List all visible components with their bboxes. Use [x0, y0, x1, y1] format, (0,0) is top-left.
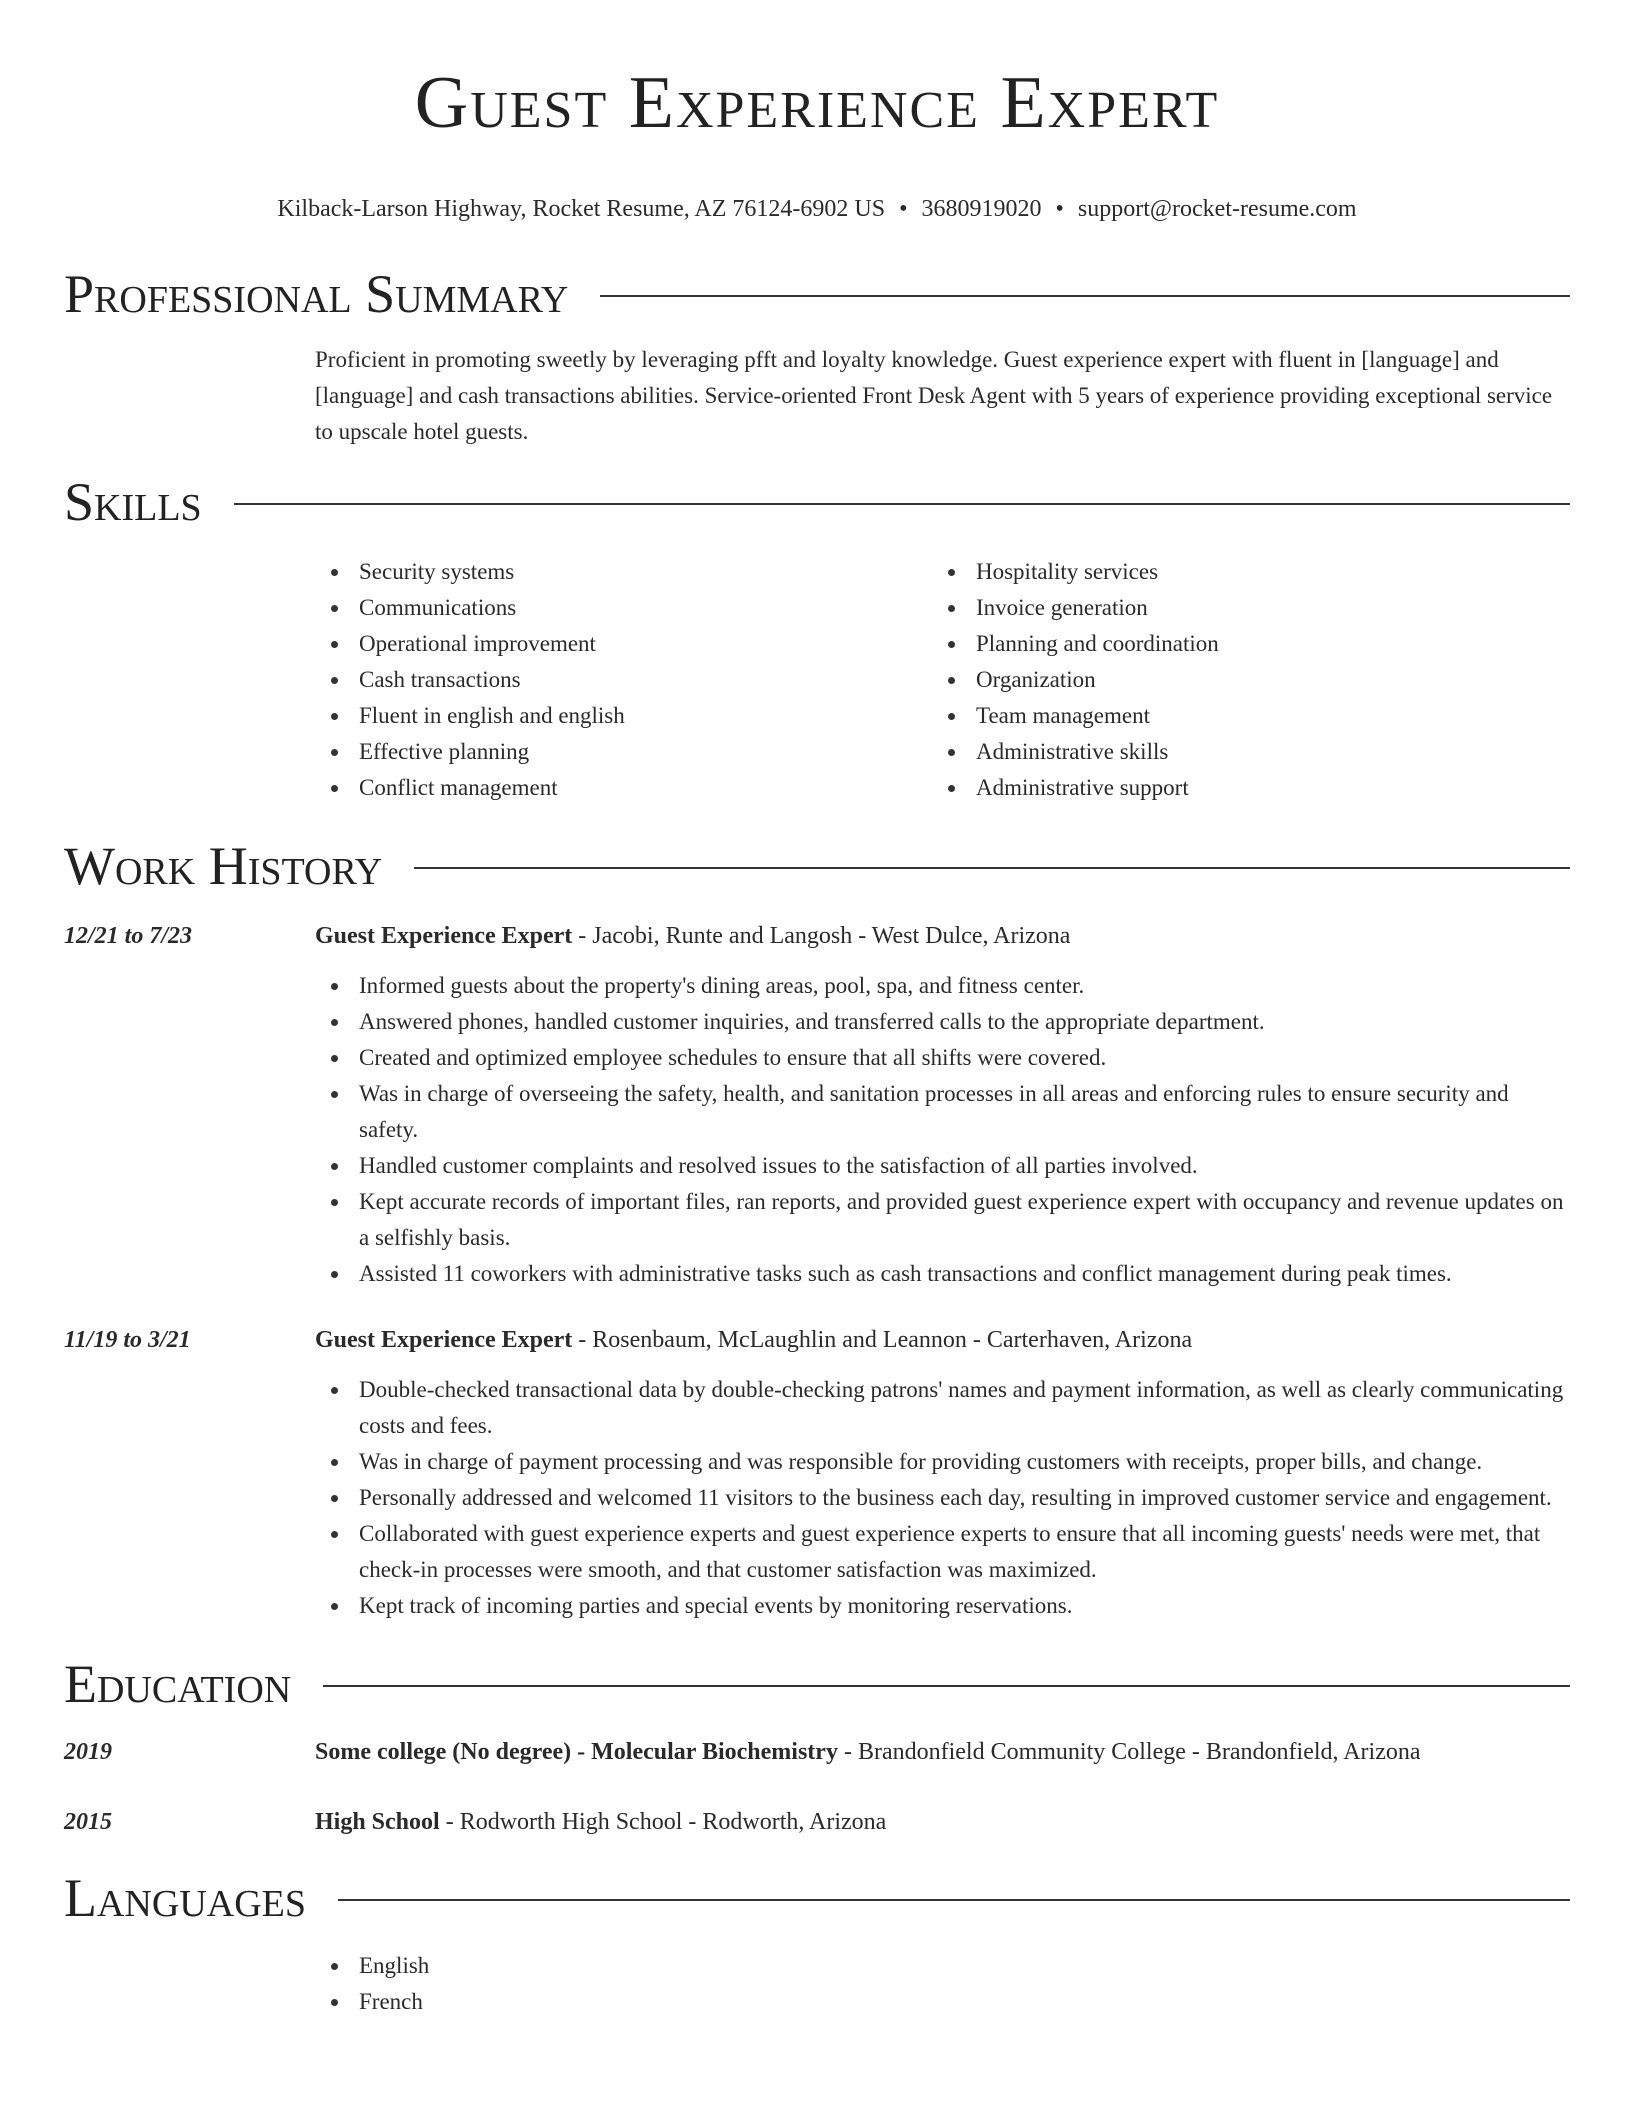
section-divider — [414, 867, 1570, 869]
job-bullet: Personally addressed and welcomed 11 visitors to the business each day, resulting in improved customer service and engagement. — [315, 1480, 1570, 1516]
section-divider — [234, 503, 1570, 505]
job-title-line — [315, 918, 1570, 954]
job-bullet: Assisted 11 coworkers with administrative tasks such as cash transactions and conflict management during peak times. — [315, 1256, 1570, 1292]
languages-list — [315, 1948, 1570, 2020]
section-title-work: Work History — [64, 836, 383, 896]
work-section-header — [64, 834, 1570, 898]
job-entry — [64, 918, 1570, 1292]
job-bullet: Informed guests about the property's dining areas, pool, spa, and fitness center. — [315, 968, 1570, 1004]
education-school: - Brandonfield Community College - Brandonfield, Arizona — [837, 1739, 1421, 1765]
job-bullets — [315, 1372, 1570, 1624]
education-year: 2015 — [64, 1809, 112, 1835]
skills-section-header — [64, 470, 1570, 534]
job-bullet: Collaborated with guest experience experts and guest experience experts to ensure that all incoming guests' needs were met, that check-in processes were smooth, and that customer satisfaction was maximized. — [315, 1516, 1570, 1588]
resume-page — [64, 0, 1570, 2020]
job-bullet: Answered phones, handled customer inquiries, and transferred calls to the appropriate department. — [315, 1004, 1570, 1040]
section-title-summary: Professional Summary — [64, 264, 569, 324]
education-year: 2019 — [64, 1739, 112, 1765]
job-employer: - Jacobi, Runte and Langosh - West Dulce, Arizona — [572, 923, 1071, 949]
skill-item: Hospitality services — [932, 554, 1549, 590]
skills-list — [315, 554, 1570, 806]
summary-section-header — [64, 262, 1570, 326]
skill-item: Security systems — [315, 554, 932, 590]
job-dates: 12/21 to 7/23 — [64, 923, 193, 949]
skill-item: Fluent in english and english — [315, 698, 932, 734]
job-bullet: Double-checked transactional data by double-checking patrons' names and payment information, as well as clearly communicating costs and fees. — [315, 1372, 1570, 1444]
section-divider — [600, 295, 1570, 297]
skill-item: Organization — [932, 662, 1549, 698]
skill-item: Effective planning — [315, 734, 932, 770]
skills-column-left — [315, 554, 932, 806]
skill-item: Team management — [932, 698, 1549, 734]
skill-item: Administrative skills — [932, 734, 1549, 770]
skill-item: Planning and coordination — [932, 626, 1549, 662]
job-bullet: Kept track of incoming parties and special events by monitoring reservations. — [315, 1588, 1570, 1624]
skill-item: Conflict management — [315, 770, 932, 806]
phone: 3680919020 — [921, 196, 1042, 222]
job-role: Guest Experience Expert — [315, 923, 573, 949]
summary-text: Proficient in promoting sweetly by leveraging pfft and loyalty knowledge. Guest experience expert with fluent in [language] and [language] and cash transactions abilities. Service-oriented Front Desk Agent with 5 years of experience providing exceptional service to upscale hotel guests. — [315, 347, 1553, 444]
job-title-line — [315, 1322, 1570, 1358]
job-bullet: Handled customer complaints and resolved issues to the satisfaction of all parties involved. — [315, 1148, 1570, 1184]
education-entry — [64, 1804, 1570, 1840]
education-section-header — [64, 1652, 1570, 1716]
contact-line — [64, 194, 1570, 224]
job-dates: 11/19 to 3/21 — [64, 1327, 191, 1353]
language-item: English — [315, 1948, 1570, 1984]
job-employer: - Rosenbaum, McLaughlin and Leannon - Carterhaven, Arizona — [572, 1327, 1193, 1353]
section-divider — [338, 1899, 1570, 1901]
job-role: Guest Experience Expert — [315, 1327, 573, 1353]
skill-item: Administrative support — [932, 770, 1549, 806]
job-bullet: Created and optimized employee schedules to ensure that all shifts were covered. — [315, 1040, 1570, 1076]
section-title-languages: Languages — [64, 1868, 306, 1928]
job-entry — [64, 1322, 1570, 1624]
job-bullet: Was in charge of overseeing the safety, health, and sanitation processes in all areas and enforcing rules to ensure security and safety. — [315, 1076, 1570, 1148]
language-item: French — [315, 1984, 1570, 2020]
education-degree: High School — [315, 1809, 440, 1835]
section-divider — [323, 1685, 1570, 1687]
separator: • — [899, 196, 908, 222]
address: Kilback-Larson Highway, Rocket Resume, AZ 76124-6902 US — [277, 196, 886, 222]
languages-section-header — [64, 1866, 1570, 1930]
section-title-education: Education — [64, 1654, 292, 1714]
education-line — [315, 1804, 886, 1840]
candidate-name: Guest Experience Expert — [414, 62, 1220, 144]
skill-item: Invoice generation — [932, 590, 1549, 626]
job-bullets — [315, 968, 1570, 1292]
education-entry — [64, 1734, 1570, 1770]
skill-item: Communications — [315, 590, 932, 626]
education-degree: Some college (No degree) - Molecular Biochemistry — [315, 1739, 838, 1765]
separator: • — [1055, 196, 1064, 222]
skills-column-right — [932, 554, 1549, 806]
skill-item: Operational improvement — [315, 626, 932, 662]
education-line — [315, 1734, 1421, 1770]
job-bullet: Was in charge of payment processing and was responsible for providing customers with receipts, proper bills, and change. — [315, 1444, 1570, 1480]
section-title-skills: Skills — [64, 472, 202, 532]
email: support@rocket-resume.com — [1077, 196, 1357, 222]
skill-item: Cash transactions — [315, 662, 932, 698]
education-school: - Rodworth High School - Rodworth, Arizona — [439, 1809, 887, 1835]
job-bullet: Kept accurate records of important files, ran reports, and provided guest experience expert with occupancy and revenue updates on a selfishly basis. — [315, 1184, 1570, 1256]
